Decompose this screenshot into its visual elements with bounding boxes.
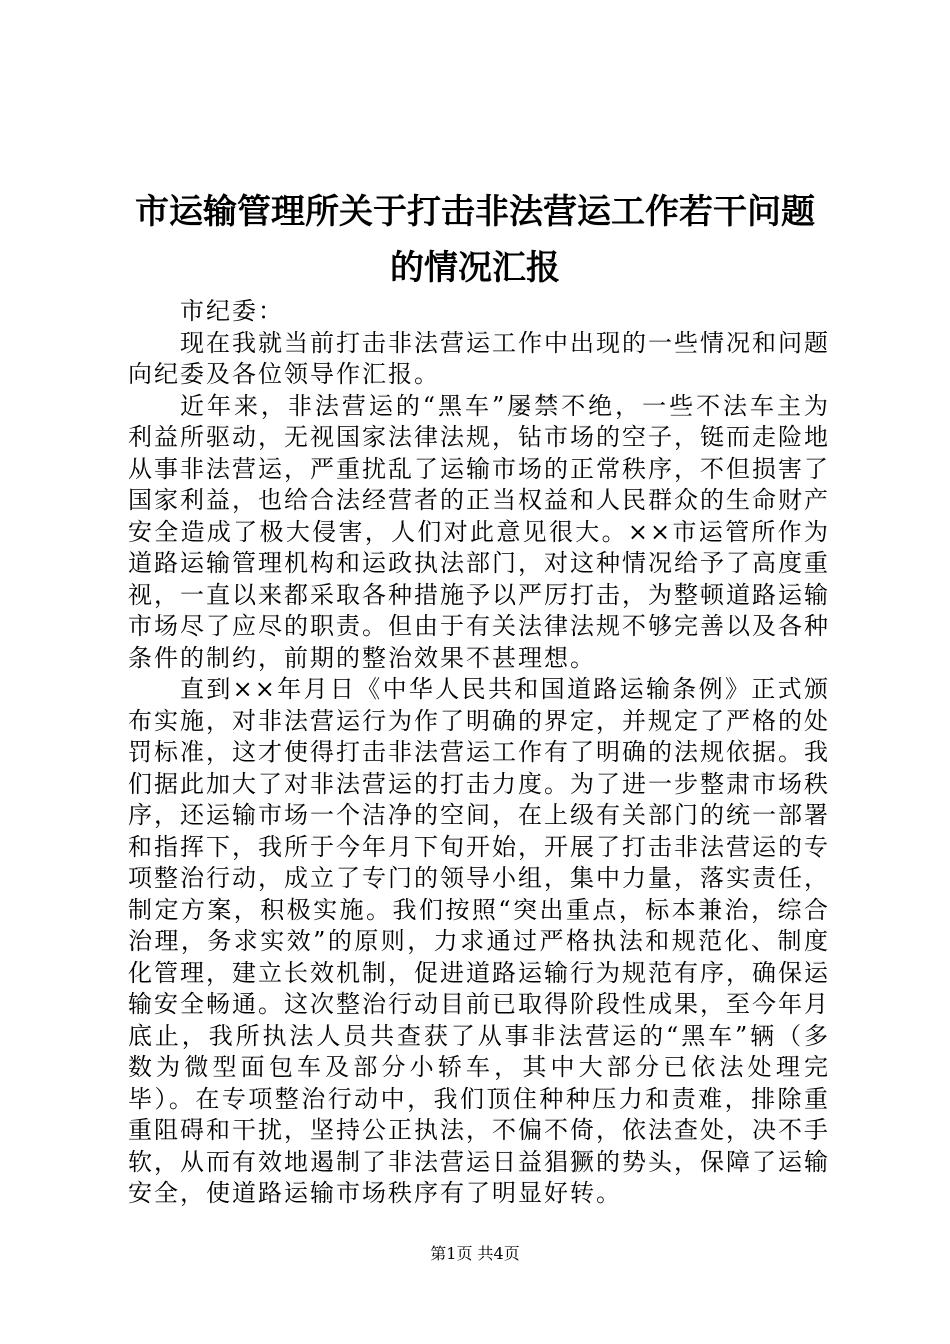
document-title-line-2: 的情况汇报 xyxy=(390,248,560,288)
document-body xyxy=(128,296,830,1210)
paragraph-2: 近年来，非法营运的“黑车”屡禁不绝，一些不法车主为利益所驱动，无视国家法律法规，钻市场的空子，铤而走险地从事非法营运，严重扰乱了运输市场的正常秩序，不但损害了国家利益，也给合法经营者的正当权益和人民群众的生命财产安全造成了极大侵害，人们对此意见很大。××市运管所作为道路运输管理机构和运政执法部门，对这种情况给予了高度重视，一直以来都采取各种措施予以严厉打击，为整顿道路运输市场尽了应尽的职责。但由于有关法律法规不够完善以及各种条件的制约，前期的整治效果不甚理想。 xyxy=(128,391,830,672)
document-title-line-1: 市运输管理所关于打击非法营运工作若干问题 xyxy=(135,192,815,232)
paragraph-1: 现在我就当前打击非法营运工作中出现的一些情况和问题向纪委及各位领导作汇报。 xyxy=(128,328,830,388)
salutation: 市纪委： xyxy=(180,297,284,325)
page-number-footer: 第1页 共4页 xyxy=(430,1244,520,1263)
paragraph-3: 直到××年月日《中华人民共和国道路运输条例》正式颁布实施，对非法营运行为作了明确的界定，并规定了严格的处罚标准，这才使得打击非法营运工作有了明确的法规依据。我们据此加大了对非法营运的打击力度。为了进一步整肃市场秩序，还运输市场一个洁净的空间，在上级有关部门的统一部署和指挥下，我所于今年月下旬开始，开展了打击非法营运的专项整治行动，成立了专门的领导小组，集中力量，落实责任，制定方案，积极实施。我们按照“突出重点，标本兼治，综合治理，务求实效”的原则，力求通过严格执法和规范化、制度化管理，建立长效机制，促进道路运输行为规范有序，确保运输安全畅通。这次整治行动目前已取得阶段性成果，至今年月底止，我所执法人员共查获了从事非法营运的“黑车”辆（多数为微型面包车及部分小轿车，其中大部分已依法处理完毕）。在专项整治行动中，我们顶住种种压力和责难，排除重重阻碍和干扰，坚持公正执法，不偏不倚，依法查处，决不手软，从而有效地遏制了非法营运日益猖獗的势头，保障了运输安全，使道路运输市场秩序有了明显好转。 xyxy=(128,675,830,1207)
